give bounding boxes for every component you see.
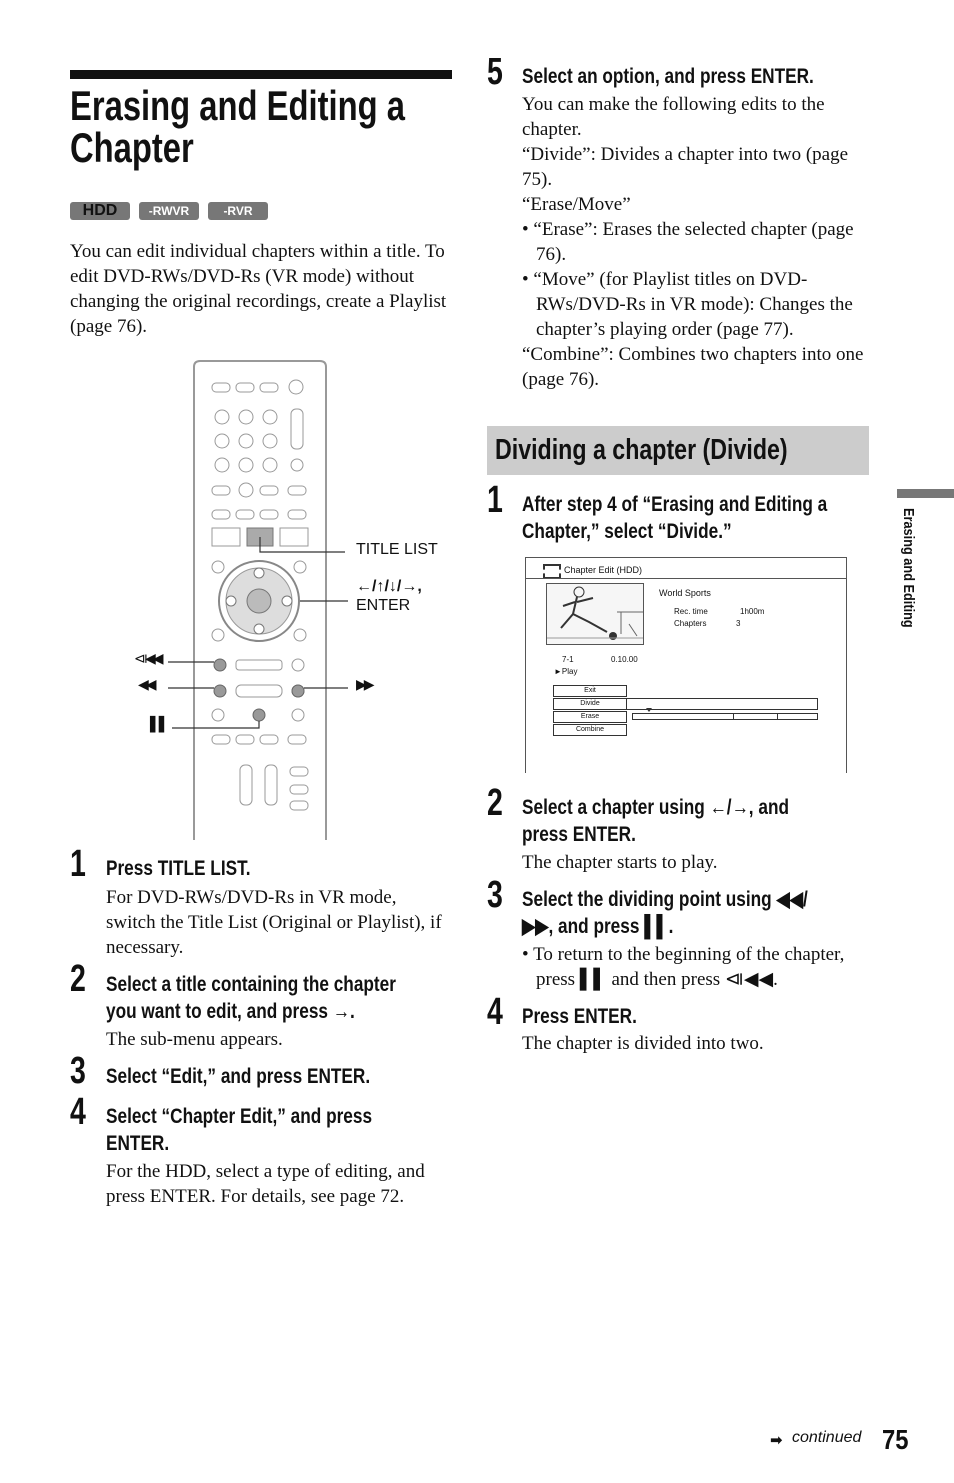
step-heading: ENTER. (106, 1132, 170, 1155)
soccer-player-image (547, 584, 643, 644)
chapters-label: Chapters (674, 619, 707, 628)
step-heading: Select “Chapter Edit,” and press (106, 1105, 373, 1128)
step-heading: After step 4 of “Erasing and Editing a (522, 493, 828, 516)
step-heading: Select an option, and press ENTER. (522, 65, 814, 88)
step5-bullet: • “Move” (for Playlist titles on DVD-RWs/DVD-Rs in VR mode): Changes the chapter’s playing order (page 77). (522, 269, 853, 340)
side-tab-bar (897, 489, 954, 498)
intro-paragraph: You can edit individual chapters within a title. To edit DVD-RWs/DVD-Rs (VR mode) without changing the original recordings, create a Playlist (page 76). (70, 241, 447, 337)
step-heading: Select a chapter using ←/→, and (522, 796, 789, 819)
continued-label: continued (792, 1429, 862, 1446)
step-body: For DVD-RWs/DVD-Rs in VR mode, switch the Title List (Original or Playlist), if necessary. (106, 887, 442, 958)
label-title-list: TITLE LIST (356, 541, 438, 558)
rewind-icon: ◀◀ (138, 677, 154, 693)
menu-divide[interactable]: Divide (553, 698, 627, 710)
step-heading: ▶▶, and press ▌▌. (522, 915, 674, 938)
step-number: 2 (70, 958, 86, 1000)
step-heading: Select a title containing the chapter (106, 973, 396, 996)
step-heading: Press TITLE LIST. (106, 857, 251, 880)
step-body: The chapter starts to play. (522, 852, 718, 873)
continued-arrow-icon: ➡ (770, 1431, 783, 1449)
step-number: 1 (70, 843, 86, 885)
step5-line: “Combine”: Combines two chapters into one (page 76). (522, 344, 864, 390)
screen-title: World Sports (659, 588, 711, 598)
step-heading: you want to edit, and press →. (106, 1000, 355, 1023)
step-bullet: • To return to the beginning of the chapter, press ▌▌ and then press ⧏◀◀. (522, 944, 845, 990)
step-body (522, 92, 872, 392)
step-number: 1 (487, 479, 503, 521)
remote-illustration (130, 355, 470, 840)
step5-line: “Divide”: Divides a chapter into two (page 75). (522, 144, 849, 190)
step-number: 3 (487, 874, 503, 916)
menu-exit[interactable]: Exit (553, 685, 627, 697)
step5-line: “Erase/Move” (522, 194, 631, 215)
step-heading: Select “Edit,” and press ENTER. (106, 1065, 371, 1088)
section-title: Dividing a chapter (Divide) (495, 434, 788, 466)
chapter-edit-screen (525, 557, 847, 773)
step5-line: You can make the following edits to the chapter. (522, 94, 825, 140)
play-indicator: ►Play (554, 667, 578, 676)
page-title-line2: Chapter (70, 124, 194, 171)
badge-hdd: HDD (70, 202, 130, 220)
chapter-number: 7-1 (562, 655, 574, 664)
film-icon (543, 564, 561, 579)
chapters-value: 3 (736, 619, 741, 628)
step-heading: press ENTER. (522, 823, 636, 846)
page-title-line1: Erasing and Editing a (70, 82, 405, 129)
step-body: The sub-menu appears. (106, 1029, 283, 1050)
thumbnail (546, 583, 644, 645)
playhead-marker-icon (646, 708, 652, 712)
menu-combine[interactable]: Combine (553, 724, 627, 736)
page-number: 75 (882, 1424, 909, 1455)
screen-rule (526, 578, 846, 579)
title-rule (70, 70, 452, 79)
step-body: For the HDD, select a type of editing, and press ENTER. For details, see page 72. (106, 1161, 425, 1207)
rec-time-value: 1h00m (740, 607, 765, 616)
step-number: 3 (70, 1050, 86, 1092)
step-number: 5 (487, 51, 503, 93)
menu-erase[interactable]: Erase (553, 711, 627, 723)
step-heading: Select the dividing point using ◀◀/ (522, 888, 808, 911)
section-header (487, 426, 869, 475)
step-heading: Chapter,” select “Divide.” (522, 520, 732, 543)
step-number: 4 (70, 1091, 86, 1133)
screen-header: Chapter Edit (HDD) (564, 565, 643, 575)
fast-forward-icon: ▶▶ (356, 677, 372, 693)
timecode: 0.10.00 (611, 655, 638, 664)
label-enter: ENTER (356, 597, 411, 614)
rec-time-label: Rec. time (674, 607, 708, 616)
step5-bullet: • “Erase”: Erases the selected chapter (page 76). (522, 219, 854, 265)
menu-highlight-bar (553, 698, 818, 710)
step-number: 2 (487, 782, 503, 824)
chapter-timeline[interactable] (632, 713, 818, 720)
badge-rvr: -RVR (208, 202, 268, 220)
side-tab-label: Erasing and Editing (900, 508, 917, 628)
pause-icon: ▌▌ (150, 717, 168, 733)
step-heading: Press ENTER. (522, 1005, 637, 1028)
prev-icon: ⧏◀◀ (134, 651, 161, 667)
step-number: 4 (487, 991, 503, 1033)
badge-rwvr: -RWVR (139, 202, 199, 220)
label-arrows: ←/↑/↓/→, (356, 578, 422, 595)
step-body: The chapter is divided into two. (522, 1033, 764, 1054)
